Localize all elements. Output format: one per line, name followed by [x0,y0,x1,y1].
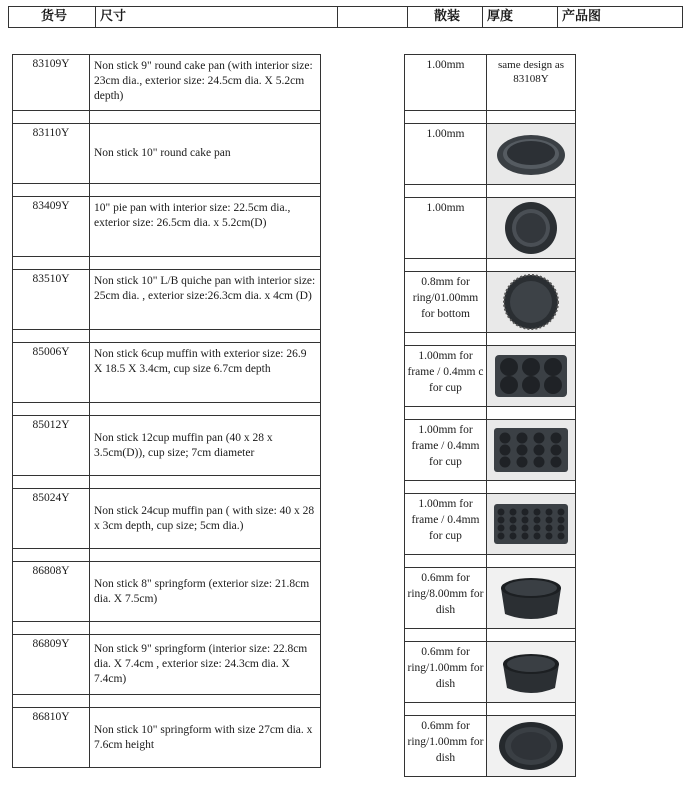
table-row [13,708,321,768]
image-cell [487,568,576,629]
table-row [13,416,321,476]
spacer-row [13,549,321,562]
table-row [405,124,576,185]
thickness-cell: 1.00mm for frame / 0.4mm for cup [405,494,487,555]
header-blank [338,7,408,27]
product-code: 86809Y [13,635,90,695]
image-cell [487,272,576,333]
thickness-cell: 1.00mm [405,55,487,111]
thickness-cell: 1.00mm for frame / 0.4mm for cup [405,420,487,481]
product-description: Non stick 10" springform with size 27cm dia. x 7.6cm height [90,708,321,768]
image-cell [487,198,576,259]
header-size: 尺寸 [96,7,338,27]
table-row [13,343,321,403]
image-cell [487,420,576,481]
spacer-row [13,257,321,270]
product-description: Non stick 10" round cake pan [90,124,321,184]
spacer-row [405,629,576,642]
table-row [405,346,576,407]
product-code: 83109Y [13,55,90,111]
thickness-cell: 1.00mm for frame / 0.4mm c for cup [405,346,487,407]
product-description: Non stick 10" L/B quiche pan with interior size: 25cm dia. , exterior size:26.3cm dia. x 4cm (D) [90,270,321,330]
spacer-row [13,622,321,635]
spacer-row [13,403,321,416]
header-thickness: 厚度 [483,7,558,27]
header-code: 货号 [9,7,96,27]
table-row [13,55,321,111]
thickness-cell: 0.6mm for ring/1.00mm for dish [405,642,487,703]
image-cell [487,494,576,555]
muffin-24-icon [487,494,575,554]
muffin-6-icon [487,346,575,406]
product-description: Non stick 9" round cake pan (with interior size: 23cm dia., exterior size: 24.5cm dia. X 5.2cm depth) [90,55,321,111]
header-loose: 散装 [408,7,483,27]
table-row [405,716,576,777]
thickness-cell: 1.00mm [405,198,487,259]
muffin-12-icon [487,420,575,480]
product-description-table [12,54,321,768]
table-row [13,270,321,330]
image-cell [487,124,576,185]
thickness-cell: 0.8mm for ring/01.00mm for bottom [405,272,487,333]
spacer-row [405,259,576,272]
spacer-row [13,184,321,197]
table-row [13,197,321,257]
spacer-row [13,330,321,343]
product-description: Non stick 8" springform (exterior size: 21.8cm dia. X 7.5cm) [90,562,321,622]
table-row [13,489,321,549]
thickness-cell: 1.00mm [405,124,487,185]
round-pan-icon [487,124,575,184]
spacer-row [13,111,321,124]
header-image: 产品图 [562,9,602,24]
table-row [13,562,321,622]
table-row [405,642,576,703]
product-code: 86808Y [13,562,90,622]
table-row [405,198,576,259]
thickness-cell: 0.6mm for ring/8.00mm for dish [405,568,487,629]
springform-icon [487,716,575,776]
spacer-row [405,111,576,124]
product-image-table [404,54,576,777]
image-cell [487,55,576,111]
spacer-row [13,695,321,708]
table-row [13,124,321,184]
product-description: Non stick 24cup muffin pan ( with size: 40 x 28 x 3cm depth, cup size; 5cm dia.) [90,489,321,549]
spacer-row [405,185,576,198]
image-cell [487,716,576,777]
image-cell [487,346,576,407]
product-code: 86810Y [13,708,90,768]
spacer-row [13,476,321,489]
table-row [13,635,321,695]
product-code: 83110Y [13,124,90,184]
table-row [405,55,576,111]
quiche-pan-icon [487,272,575,332]
pie-pan-icon [487,198,575,258]
product-description: Non stick 6cup muffin with exterior size: 26.9 X 18.5 X 3.4cm, cup size 6.7cm depth [90,343,321,403]
spacer-row [405,333,576,346]
same-design-note: same design as 83108Y [498,59,564,85]
product-code: 85012Y [13,416,90,476]
product-description: Non stick 12cup muffin pan (40 x 28 x 3.5cm(D)), cup size; 7cm diameter [90,416,321,476]
spacer-row [405,481,576,494]
product-description: 10" pie pan with interior size: 22.5cm dia., exterior size: 26.5cm dia. x 5.2cm(D) [90,197,321,257]
spacer-row [405,703,576,716]
springform-icon [487,568,575,628]
product-description: Non stick 9" springform (interior size: 22.8cm dia. X 7.4cm , exterior size: 24.3cm dia. X 7.4cm) [90,635,321,695]
product-code: 85024Y [13,489,90,549]
spacer-row [405,407,576,420]
table-row [405,272,576,333]
table-header [8,6,683,28]
product-code: 83409Y [13,197,90,257]
springform-icon [487,642,575,702]
product-code: 83510Y [13,270,90,330]
thickness-cell: 0.6mm for ring/1.00mm for dish [405,716,487,777]
table-row [405,568,576,629]
table-row [405,494,576,555]
product-code: 85006Y [13,343,90,403]
spacer-row [405,555,576,568]
table-row [405,420,576,481]
image-cell [487,642,576,703]
